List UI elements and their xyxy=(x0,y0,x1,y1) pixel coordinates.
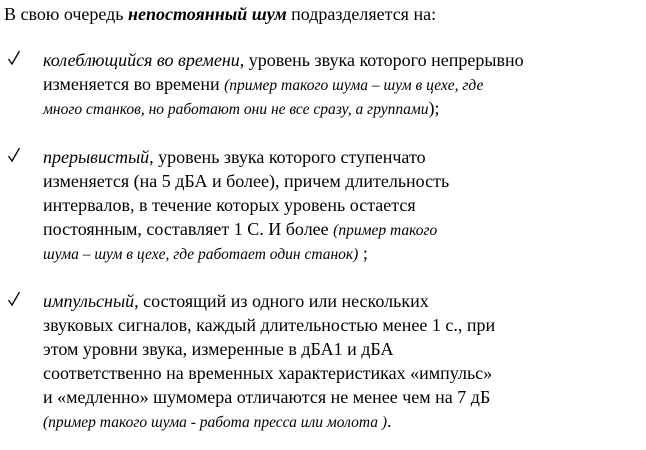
item-example: (пример такого шума – шум в цехе, где xyxy=(224,77,484,94)
item-example: (пример такого xyxy=(333,222,438,239)
item-text: и «медленно» шумомера отличаются не менее чем на 7 дБ xyxy=(43,387,491,407)
item-tail: . xyxy=(387,411,392,431)
item-line xyxy=(43,72,483,98)
item-line xyxy=(43,313,495,337)
item-tail: ); xyxy=(428,98,440,118)
item-example: много станков, но работают они не все сразу, а группами xyxy=(43,101,429,118)
item-line xyxy=(43,145,426,169)
item-text: постоянным, составляет 1 С. И более xyxy=(43,219,334,239)
item-term: прерывистый, xyxy=(43,147,154,167)
item-term: импульсный, xyxy=(43,291,139,311)
item-line xyxy=(43,241,368,267)
item-line xyxy=(43,361,492,385)
item-text: соответственно на временных характеристиках «импульс» xyxy=(43,363,493,383)
item-term: колеблющийся во времени xyxy=(43,50,240,70)
checkmark-icon xyxy=(7,145,21,165)
item-example: (пример такого шума - работа пресса или молота ) xyxy=(43,414,388,431)
item-text: звуковых сигналов, каждый длительностью менее 1 с., при xyxy=(43,315,496,335)
item-text: изменяется (на 5 дБА и более), причем длительность xyxy=(43,171,450,191)
item-text: состоящий из одного или нескольких xyxy=(138,291,429,311)
item-example: шума – шум в цехе, где работает один станок) xyxy=(43,246,359,263)
item-text: этом уровни звука, измеренные в дБА1 и дБА xyxy=(43,339,394,359)
item-text: изменяется во времени xyxy=(43,74,225,94)
item-line xyxy=(43,337,393,361)
item-line xyxy=(43,217,437,243)
intro-term: непостоянный шум xyxy=(128,4,287,24)
item-text: интервалов, в течение которых уровень остается xyxy=(43,195,416,215)
item-line xyxy=(43,289,429,313)
item-tail: ; xyxy=(358,243,368,263)
item-line xyxy=(43,169,449,193)
item-text: уровень звука которого ступенчато xyxy=(153,147,426,167)
item-line xyxy=(43,385,490,409)
item-text: , уровень звука которого непрерывно xyxy=(239,50,524,70)
item-line xyxy=(43,409,392,435)
item-line xyxy=(43,193,416,217)
intro-suffix: подразделяется на: xyxy=(286,4,437,24)
item-line xyxy=(43,48,524,72)
checkmark-icon xyxy=(7,289,21,309)
checkmark-icon xyxy=(7,48,21,68)
intro-paragraph xyxy=(4,3,436,25)
item-line xyxy=(43,96,440,122)
intro-prefix: В свою очередь xyxy=(4,4,129,24)
